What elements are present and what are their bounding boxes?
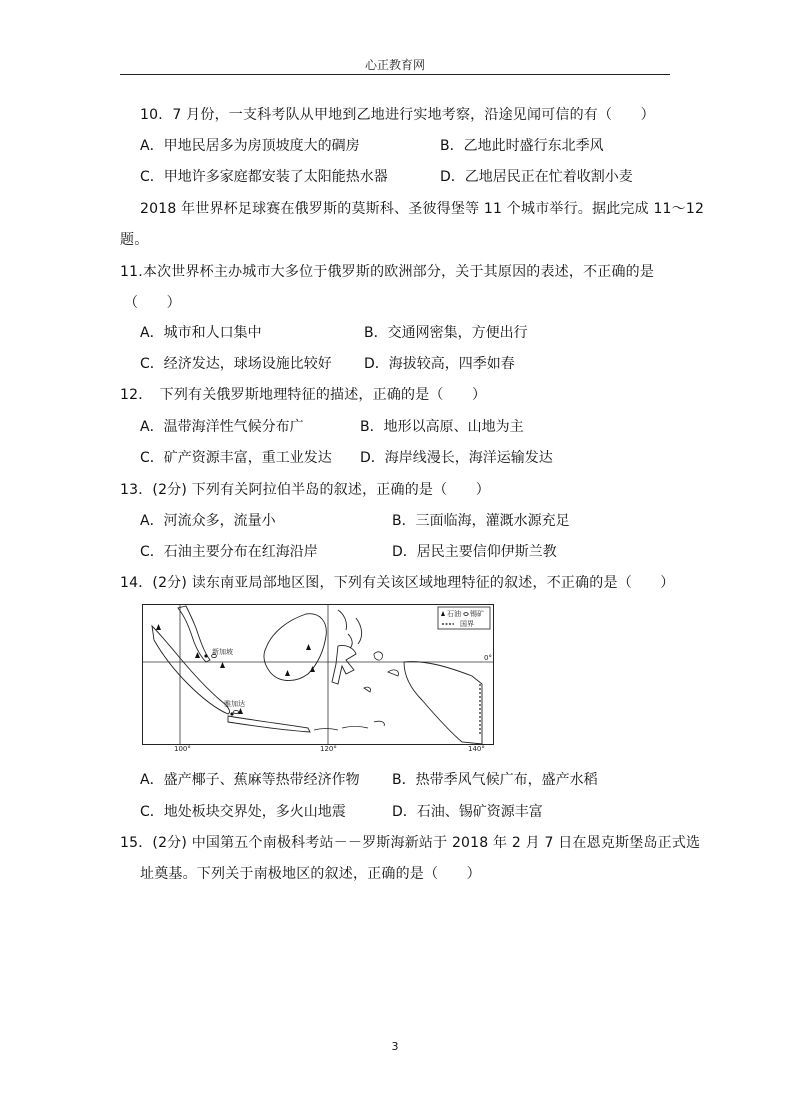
q14-option-b: B．热带季风气候广布，盛产水稻	[392, 772, 598, 788]
q11-stem-1: 11.本次世界杯主办城市大多位于俄罗斯的欧洲部分，关于其原因的表述，不正确的是	[120, 264, 655, 280]
legend-tin-label: 锡矿	[470, 610, 484, 618]
header-rule	[120, 74, 670, 75]
lon-label-140: 140°	[468, 745, 485, 752]
q14-option-c: C．地处板块交界处，多火山地震	[140, 804, 346, 820]
lon-label-100: 100°	[174, 745, 191, 752]
q12-option-a: A．温带海洋性气候分布广	[140, 419, 304, 435]
q13-stem: 13．(2分) 下列有关阿拉伯半岛的叙述，正确的是（ ）	[120, 482, 490, 498]
q10-option-d: D．乙地居民正在忙着收割小麦	[440, 169, 633, 185]
map-figure	[142, 604, 494, 752]
singapore-dot	[204, 654, 207, 657]
q15-stem-1: 15．(2分) 中国第五个南极科考站－－罗斯海新站于 2018 年 2 月 7 日在恩克斯堡岛正式选	[120, 835, 701, 851]
q11-option-c: C．经济发达，球场设施比较好	[140, 356, 332, 372]
city-label-jakarta: 雅加达	[224, 700, 245, 708]
intro-line-2: 题。	[120, 232, 149, 248]
q11-stem-2: （ ）	[124, 295, 181, 311]
city-label-singapore: 新加坡	[212, 648, 233, 656]
q11-option-a: A．城市和人口集中	[140, 325, 262, 341]
q13-option-c: C．石油主要分布在红海沿岸	[140, 544, 318, 560]
jakarta-dot	[230, 712, 233, 715]
q12-stem: 12． 下列有关俄罗斯地理特征的描述，正确的是（ ）	[120, 387, 487, 403]
q13-option-b: B．三面临海，灌溉水源充足	[392, 513, 570, 529]
legend-oil-label: 石油	[447, 610, 461, 618]
q12-option-b: B．地形以高原、山地为主	[360, 419, 524, 435]
lat-label-0: 0°	[484, 654, 492, 662]
q10-option-b: B．乙地此时盛行东北季风	[440, 138, 604, 154]
page-number: 3	[391, 1040, 399, 1053]
q13-option-a: A．河流众多，流量小	[140, 513, 276, 529]
q14-stem: 14．(2分) 读东南亚局部地区图，下列有关该区域地理特征的叙述，不正确的是（ ）	[120, 575, 675, 591]
lon-label-120: 120°	[320, 745, 337, 752]
q12-option-d: D．海岸线漫长，海洋运输发达	[360, 450, 553, 466]
q11-option-b: B．交通网密集，方便出行	[364, 325, 528, 341]
page-header: 心正教育网	[364, 58, 425, 72]
q10-option-a: A．甲地民居多为房顶坡度大的碉房	[140, 138, 360, 154]
q10-stem: 10．7 月份，一支科考队从甲地到乙地进行实地考察，沿途见闻可信的有（ ）	[140, 107, 655, 123]
q13-option-d: D．居民主要信仰伊斯兰教	[392, 544, 557, 560]
q14-option-d: D．石油、锡矿资源丰富	[392, 804, 543, 820]
q12-option-c: C．矿产资源丰富，重工业发达	[140, 450, 332, 466]
southeast-asia-map	[142, 604, 494, 752]
q11-option-d: D．海拔较高，四季如春	[364, 356, 515, 372]
q14-option-a: A．盛产椰子、蕉麻等热带经济作物	[140, 772, 360, 788]
legend-border-label: 国界	[460, 620, 474, 628]
q15-stem-2: 址奠基。下列关于南极地区的叙述，正确的是（ ）	[140, 866, 481, 882]
intro-line-1: 2018 年世界杯足球赛在俄罗斯的莫斯科、圣彼得堡等 11 个城市举行。据此完成 11～12	[140, 201, 705, 217]
q10-option-c: C．甲地许多家庭都安装了太阳能热水器	[140, 169, 388, 185]
